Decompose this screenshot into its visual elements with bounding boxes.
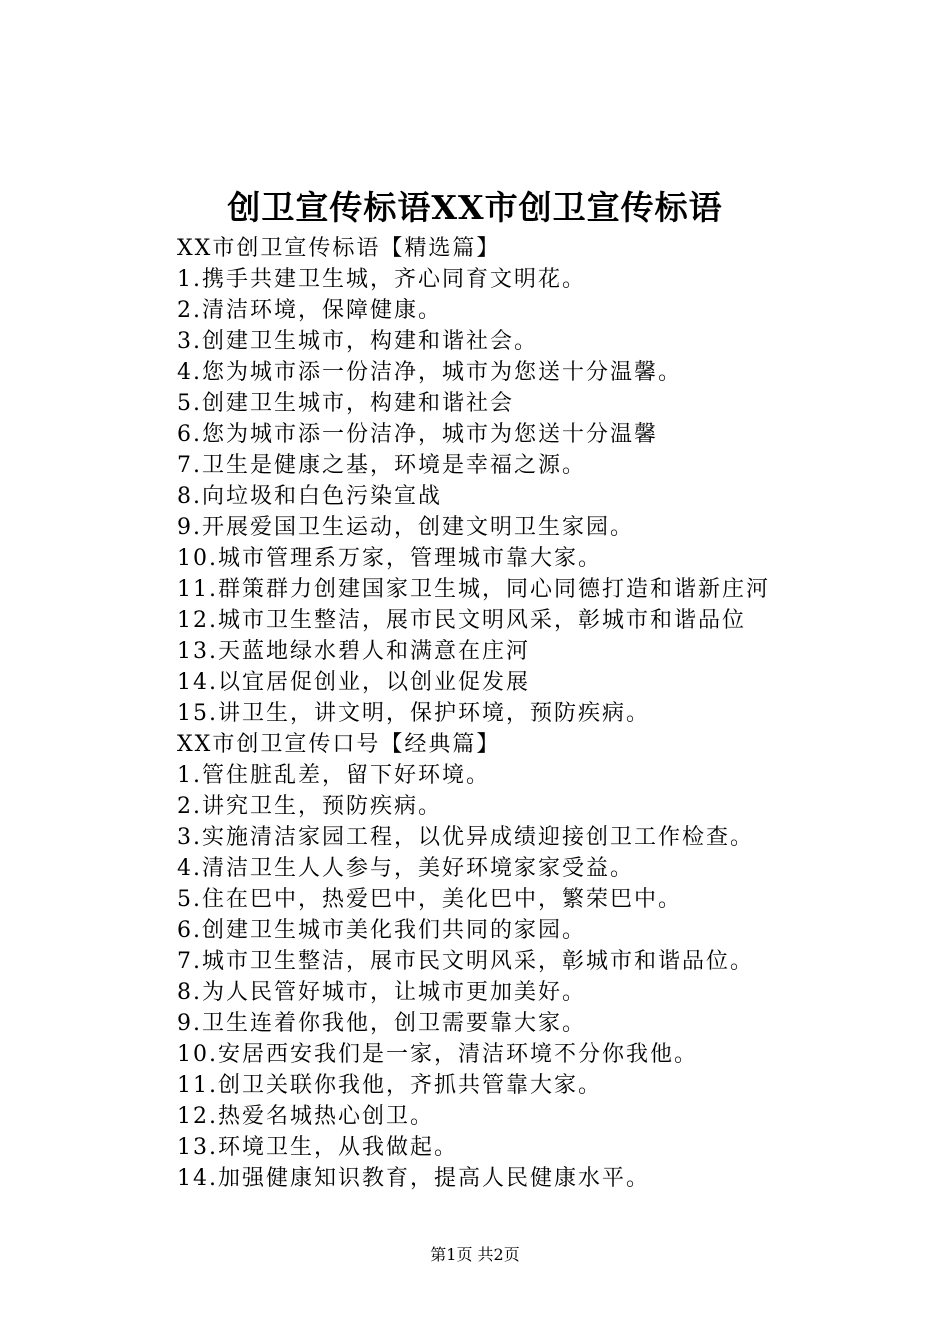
document-body (177, 233, 877, 1194)
slogan-line: 7.卫生是健康之基，环境是幸福之源。 (177, 453, 586, 478)
slogan-line: 7.城市卫生整洁，展市民文明风采，彰城市和谐品位。 (177, 949, 754, 974)
slogan-line: 13.环境卫生，从我做起。 (177, 1135, 458, 1160)
slogan-line: 10.城市管理系万家，管理城市靠大家。 (177, 546, 602, 571)
slogan-line: 6.创建卫生城市美化我们共同的家园。 (177, 918, 586, 943)
slogan-line: 12.城市卫生整洁，展市民文明风采，彰城市和谐品位 (177, 608, 746, 633)
slogan-line: 9.卫生连着你我他，创卫需要靠大家。 (177, 1011, 586, 1036)
slogan-line: 1.携手共建卫生城，齐心同育文明花。 (177, 267, 586, 292)
slogan-line: 1.管住脏乱差，留下好环境。 (177, 763, 490, 788)
section-heading: XX市创卫宣传口号【经典篇】 (177, 732, 501, 757)
slogan-line: 3.创建卫生城市，构建和谐社会。 (177, 329, 538, 354)
slogan-line: 12.热爱名城热心创卫。 (177, 1104, 434, 1129)
page-number-footer: 第1页 共2页 (430, 1245, 520, 1264)
slogan-line: 2.讲究卫生，预防疾病。 (177, 794, 442, 819)
slogan-line: 14.加强健康知识教育，提高人民健康水平。 (177, 1166, 650, 1191)
slogan-line: 5.住在巴中，热爱巴中，美化巴中，繁荣巴中。 (177, 887, 682, 912)
slogan-line: 5.创建卫生城市，构建和谐社会 (177, 391, 514, 416)
document-title: 创卫宣传标语XX市创卫宣传标语 (227, 188, 723, 227)
slogan-line: 4.您为城市添一份洁净，城市为您送十分温馨。 (177, 360, 682, 385)
slogan-line: 6.您为城市添一份洁净，城市为您送十分温馨 (177, 422, 658, 447)
slogan-line: 8.向垃圾和白色污染宣战 (177, 484, 442, 509)
slogan-line: 8.为人民管好城市，让城市更加美好。 (177, 980, 586, 1005)
slogan-line: 14.以宜居促创业，以创业促发展 (177, 670, 530, 695)
slogan-line: 11.群策群力创建国家卫生城，同心同德打造和谐新庄河 (177, 577, 770, 602)
slogan-line: 15.讲卫生，讲文明，保护环境，预防疾病。 (177, 701, 650, 726)
slogan-line: 10.安居西安我们是一家，清洁环境不分你我他。 (177, 1042, 698, 1067)
slogan-line: 13.天蓝地绿水碧人和满意在庄河 (177, 639, 530, 664)
slogan-line: 9.开展爱国卫生运动，创建文明卫生家园。 (177, 515, 634, 540)
slogan-line: 11.创卫关联你我他，齐抓共管靠大家。 (177, 1073, 602, 1098)
slogan-line: 3.实施清洁家园工程，以优异成绩迎接创卫工作检查。 (177, 825, 754, 850)
slogan-line: 4.清洁卫生人人参与，美好环境家家受益。 (177, 856, 634, 881)
section-heading: XX市创卫宣传标语【精选篇】 (177, 236, 501, 261)
slogan-line: 2.清洁环境，保障健康。 (177, 298, 442, 323)
